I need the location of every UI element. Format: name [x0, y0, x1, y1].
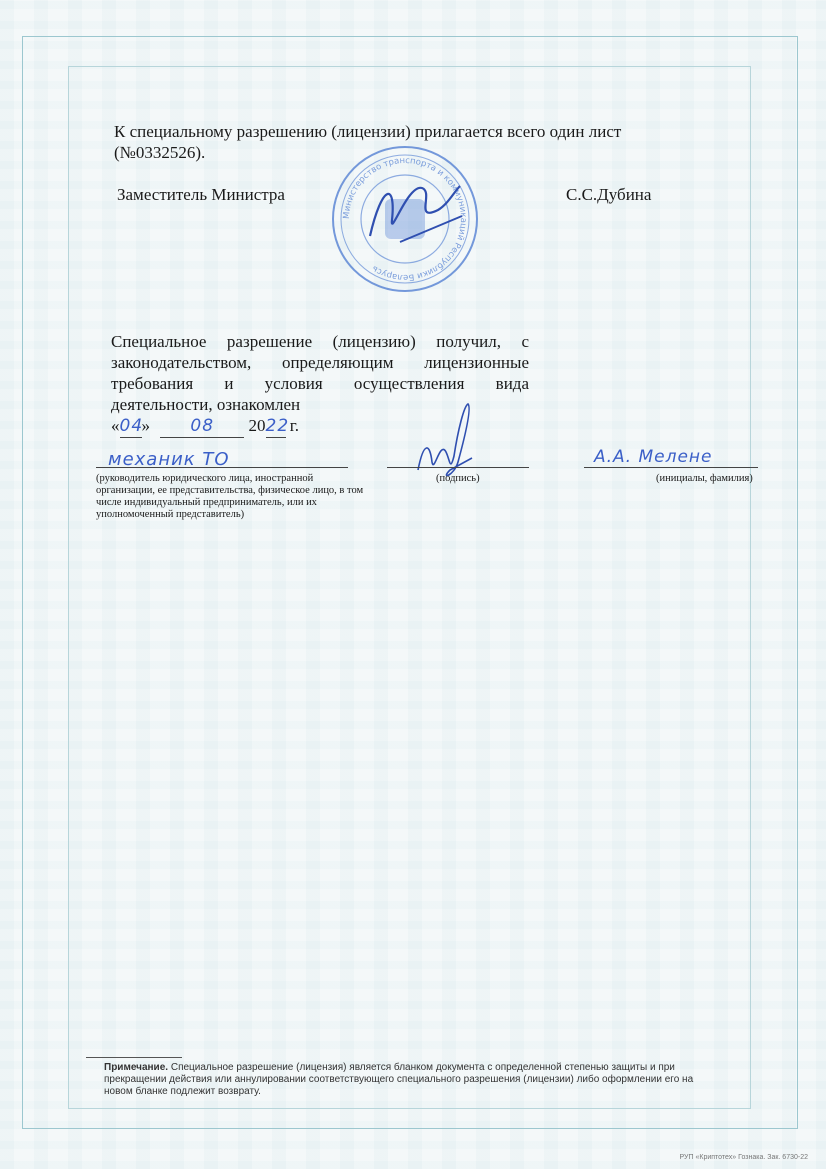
position-line: [96, 467, 348, 468]
date-month-field[interactable]: 08: [160, 416, 244, 438]
footnote-note: [104, 1062, 714, 1098]
acknowledgement-text: Специальное разрешение (лицензию) получил, с законодательством, определяющим лицензионные требования и условия осуществления вида: [111, 332, 529, 393]
printer-mark: РУП «Криптотех» Гознака. Зак. 6730-22: [679, 1154, 808, 1161]
signature-caption: (подпись): [436, 473, 480, 484]
official-seal-stamp: [330, 144, 480, 294]
svg-text:Министерство транспорта и комм: Министерство транспорта и коммуникаций Республики Беларусь: [341, 155, 469, 283]
name-handwritten[interactable]: А.А. Мелене: [594, 447, 713, 467]
date-open-quote: «: [111, 416, 120, 435]
position-handwritten[interactable]: механик ТО: [108, 449, 230, 470]
footnote-divider: [86, 1057, 182, 1058]
position-caption: (руководитель юридического лица, иностранной организации, ее представительства, физическое лицо, в том числе индивидуальный предприниматель, или их уполномоченный представитель): [96, 473, 364, 520]
date-year-field[interactable]: 22: [265, 416, 290, 436]
deputy-minister-title: Заместитель Министра: [117, 185, 285, 204]
note-text: Специальное разрешение (лицензия) является бланком документа с определенной степенью защиты и при прекращении действия или аннулировании соответствующего специального разрешения (лицензии) либо оформлении его на новом бланке подлежит возврату.: [104, 1062, 694, 1097]
note-label: Примечание.: [104, 1062, 169, 1073]
date-close-quote: »: [141, 416, 150, 435]
deputy-minister-name: С.С.Дубина: [566, 185, 652, 204]
date-year-prefix: 20: [248, 416, 266, 435]
date-day-field[interactable]: 04: [119, 416, 144, 436]
acknowledgement-text-last-line: деятельности, ознакомлен: [111, 395, 301, 414]
receipt-date: [111, 415, 299, 438]
date-year-unit: г.: [289, 416, 300, 435]
attachment-statement: К специальному разрешению (лицензии) прилагается всего один лист (№0332526).: [114, 122, 622, 162]
signature-line: [387, 467, 529, 468]
name-line: [584, 467, 758, 468]
name-caption: (инициалы, фамилия): [656, 473, 753, 484]
